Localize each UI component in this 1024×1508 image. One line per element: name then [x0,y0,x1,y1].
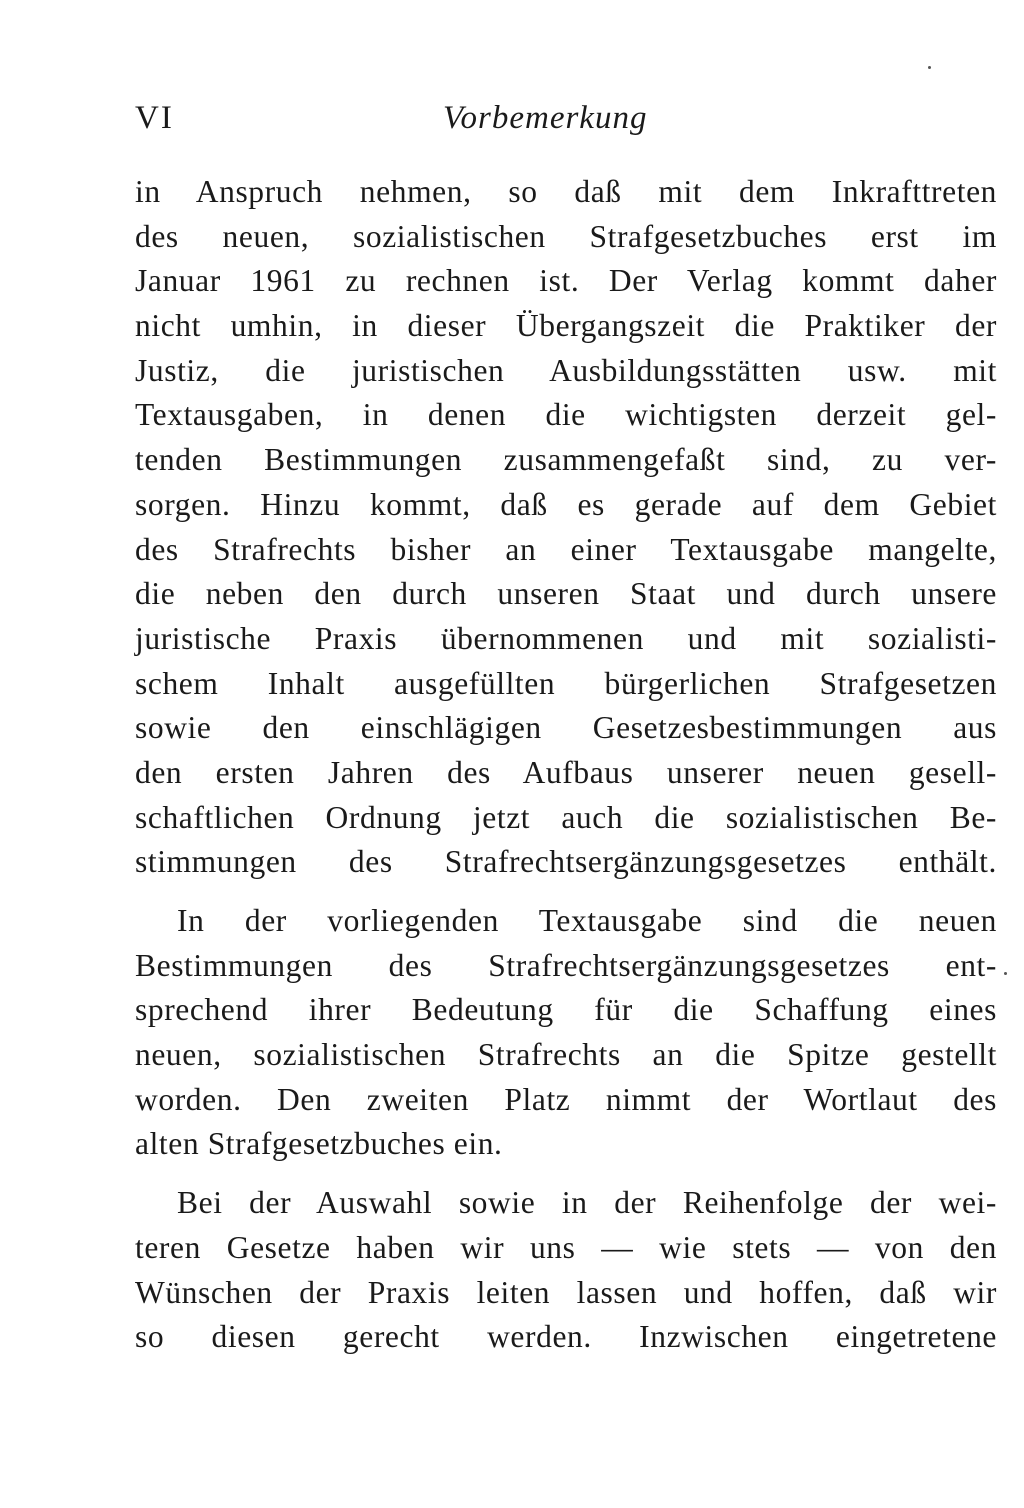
text-line: die neben den durch unseren Staat und durch unsere [135,576,997,612]
running-title: Vorbemerkung [443,100,648,136]
text-line: Wünschen der Praxis leiten lassen und hoffen, daß wir [135,1274,997,1310]
text-line: tenden Bestimmungen zusammengefaßt sind, zu ver- [135,442,997,478]
text-line: alten Strafgesetzbuches ein. [135,1126,503,1162]
text-line: nicht umhin, in dieser Übergangszeit die Praktiker der [135,308,997,344]
text-line: teren Gesetze haben wir uns — wie stets — von den [135,1229,997,1265]
page-header [135,100,995,150]
scan-speck [928,66,931,69]
scan-speck [1004,972,1007,975]
text-line: Textausgaben, in denen die wichtigsten derzeit gel- [135,397,997,433]
paragraph-3 [135,1181,997,1360]
text-line: worden. Den zweiten Platz nimmt der Wortlaut des [135,1081,997,1117]
text-line: Bei der Auswahl sowie in der Reihenfolge der wei- [177,1185,997,1221]
text-line: des neuen, sozialistischen Strafgesetzbuches erst im [135,218,997,254]
text-line: den ersten Jahren des Aufbaus unserer neuen gesell- [135,754,997,790]
text-line: juristische Praxis übernommenen und mit sozialisti- [135,620,997,656]
text-line: des Strafrechts bisher an einer Textausgabe mangelte, [135,531,997,567]
text-line: sprechend ihrer Bedeutung für die Schaffung eines [135,992,997,1028]
text-line: schem Inhalt ausgefüllten bürgerlichen Strafgesetzen [135,665,997,701]
text-line: neuen, sozialistischen Strafrechts an die Spitze gestellt [135,1037,997,1073]
page-number: VI [135,100,174,136]
text-line: In der vorliegenden Textausgabe sind die neuen [177,903,997,938]
paragraph-2 [135,899,997,1167]
text-line: Januar 1961 zu rechnen ist. Der Verlag kommt daher [135,263,997,299]
text-line: in Anspruch nehmen, so daß mit dem Inkrafttreten [135,174,997,209]
text-line: so diesen gerecht werden. Inzwischen eingetretene [135,1319,997,1355]
text-line: schaftlichen Ordnung jetzt auch die sozialistischen Be- [135,799,997,835]
text-line: sorgen. Hinzu kommt, daß es gerade auf dem Gebiet [135,486,997,522]
text-line: Bestimmungen des Strafrechtsergänzungsgesetzes ent- [135,947,997,983]
paragraph-1 [135,170,997,885]
text-line: stimmungen des Strafrechtsergänzungsgesetzes enthält. [135,844,997,880]
body-text [135,170,997,1360]
text-line: sowie den einschlägigen Gesetzesbestimmungen aus [135,710,997,746]
text-line: Justiz, die juristischen Ausbildungsstätten usw. mit [135,352,997,388]
